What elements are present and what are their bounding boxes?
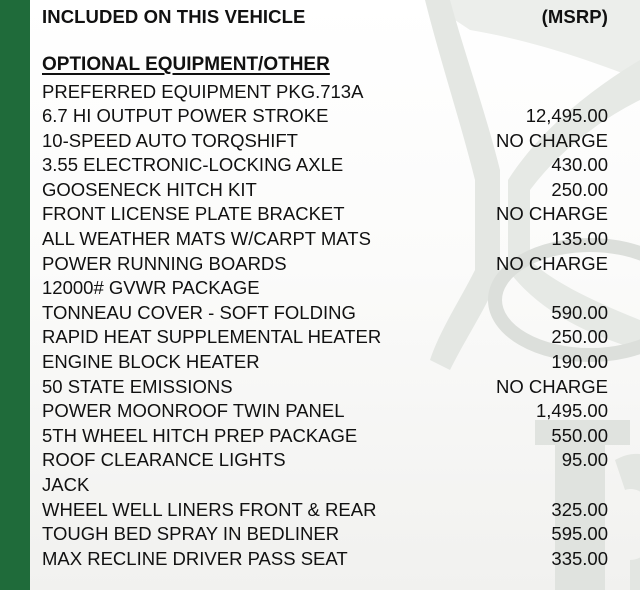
equipment-name: POWER MOONROOF TWIN PANEL: [42, 400, 345, 422]
equipment-row: [42, 547, 608, 572]
equipment-price: 550.00: [551, 424, 608, 446]
equipment-name: RAPID HEAT SUPPLEMENTAL HEATER: [42, 326, 382, 348]
equipment-name: 5TH WHEEL HITCH PREP PACKAGE: [42, 424, 358, 446]
header-included-label: INCLUDED ON THIS VEHICLE: [42, 6, 306, 27]
equipment-row: [42, 350, 608, 375]
equipment-name: WHEEL WELL LINERS FRONT & REAR: [42, 498, 377, 520]
equipment-name: PREFERRED EQUIPMENT PKG.713A: [42, 80, 364, 102]
equipment-name: TONNEAU COVER - SOFT FOLDING: [42, 301, 356, 323]
equipment-row: [42, 80, 608, 105]
green-side-strip: [0, 0, 30, 590]
equipment-row: [42, 104, 608, 129]
equipment-name: POWER RUNNING BOARDS: [42, 252, 287, 274]
equipment-name: ENGINE BLOCK HEATER: [42, 351, 260, 373]
equipment-row: [42, 424, 608, 449]
equipment-price: NO CHARGE: [495, 203, 608, 225]
equipment-name: GOOSENECK HITCH KIT: [42, 178, 257, 200]
equipment-price: NO CHARGE: [495, 375, 608, 397]
equipment-name: ROOF CLEARANCE LIGHTS: [42, 449, 286, 471]
equipment-name: FRONT LICENSE PLATE BRACKET: [42, 203, 345, 225]
equipment-price: 595.00: [551, 523, 608, 545]
equipment-price: NO CHARGE: [495, 252, 608, 274]
window-sticker-sheet: [30, 0, 640, 590]
equipment-price: 335.00: [551, 547, 608, 569]
equipment-row: [42, 276, 608, 301]
equipment-price: 250.00: [551, 178, 608, 200]
equipment-list: [42, 80, 608, 572]
equipment-row: [42, 522, 608, 547]
equipment-price: 250.00: [551, 326, 608, 348]
equipment-row: [42, 227, 608, 252]
section-title: OPTIONAL EQUIPMENT/OTHER: [42, 54, 330, 75]
equipment-price: 190.00: [551, 351, 608, 373]
equipment-row: [42, 498, 608, 523]
equipment-price: 1,495.00: [535, 400, 608, 422]
equipment-name: 3.55 ELECTRONIC-LOCKING AXLE: [42, 154, 344, 176]
equipment-row: [42, 473, 608, 498]
equipment-name: TOUGH BED SPRAY IN BEDLINER: [42, 523, 340, 545]
equipment-row: [42, 153, 608, 178]
equipment-name: 6.7 HI OUTPUT POWER STROKE: [42, 105, 329, 127]
equipment-name: JACK: [42, 474, 90, 495]
equipment-row: [42, 178, 608, 203]
equipment-row: [42, 399, 608, 424]
header-msrp-label: (MSRP): [541, 6, 608, 27]
equipment-price: 12,495.00: [525, 105, 608, 127]
equipment-row: [42, 448, 608, 473]
equipment-name: 12000# GVWR PACKAGE: [42, 277, 260, 299]
equipment-row: [42, 325, 608, 350]
equipment-price: NO CHARGE: [495, 129, 608, 151]
equipment-name: 10-SPEED AUTO TORQSHIFT: [42, 129, 298, 151]
equipment-row: [42, 301, 608, 326]
equipment-name: 50 STATE EMISSIONS: [42, 375, 233, 397]
equipment-row: [42, 202, 608, 227]
equipment-price: 590.00: [551, 301, 608, 323]
equipment-name: MAX RECLINE DRIVER PASS SEAT: [42, 547, 348, 569]
equipment-price: 325.00: [551, 498, 608, 520]
equipment-row: [42, 129, 608, 154]
equipment-row: [42, 252, 608, 277]
equipment-price: 135.00: [551, 228, 608, 250]
equipment-name: ALL WEATHER MATS W/CARPT MATS: [42, 228, 371, 250]
sticker-header: [42, 6, 608, 32]
equipment-price: 430.00: [551, 154, 608, 176]
equipment-row: [42, 375, 608, 400]
equipment-price: 95.00: [561, 449, 608, 471]
